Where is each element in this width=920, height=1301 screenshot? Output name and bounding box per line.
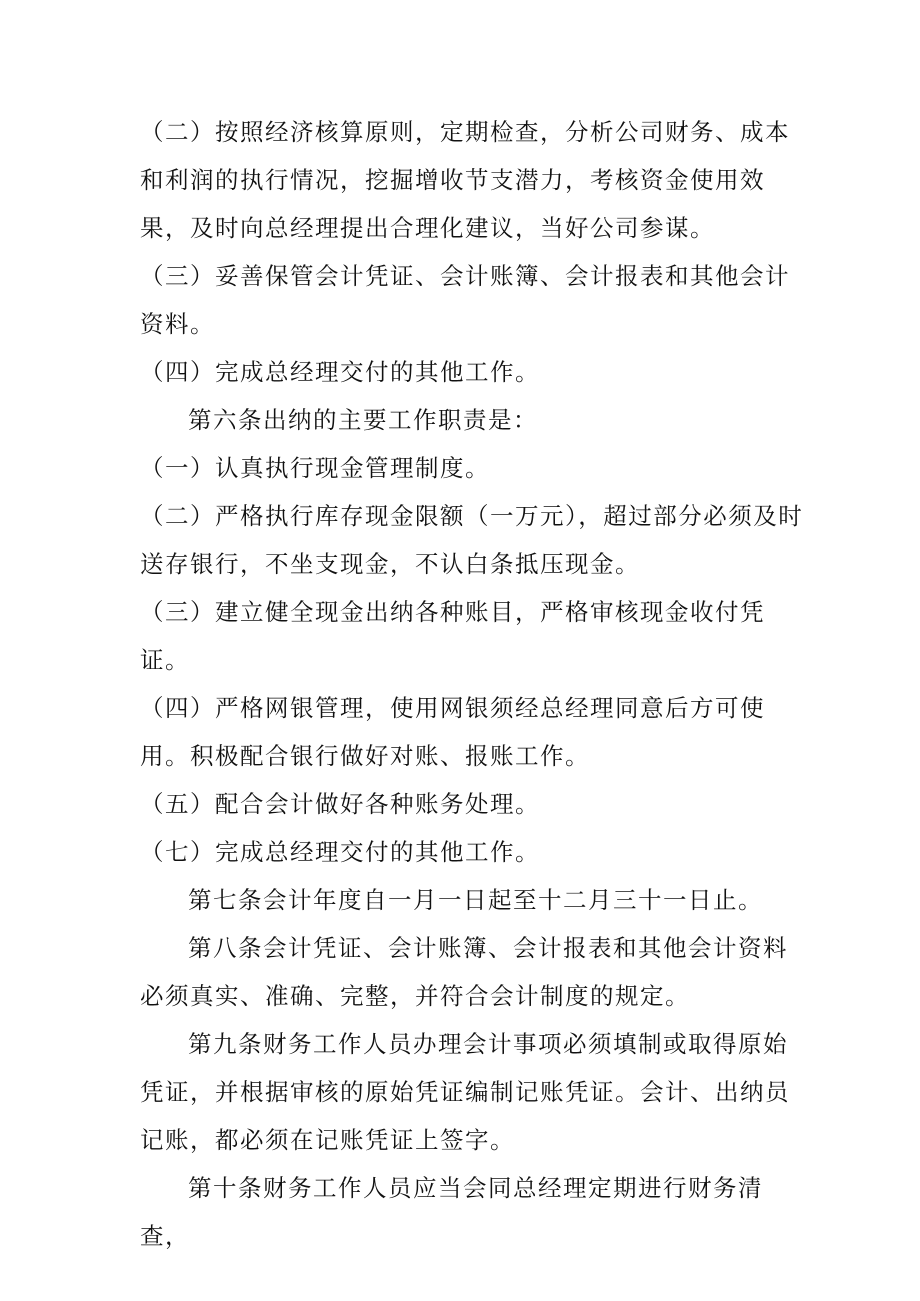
document-body [140, 108, 810, 1260]
paragraph: （三）妥善保管会计凭证、会计账簿、会计报表和其他会计资料。 [140, 262, 790, 338]
article-paragraph: 第八条会计凭证、会计账簿、会计报表和其他会计资料必须真实、准确、完整，并符合会计制度的规定。 [140, 934, 788, 1010]
article-paragraph: 第九条财务工作人员办理会计事项必须填制或取得原始凭证，并根据审核的原始凭证编制记账凭证。会计、出纳员记账，都必须在记账凭证上签字。 [140, 1030, 790, 1154]
paragraph: （一）认真执行现金管理制度。 [140, 454, 490, 482]
paragraph: （四）严格网银管理，使用网银须经总经理同意后方可使用。积极配合银行做好对账、报账工作。 [140, 694, 765, 770]
article-paragraph: 第十条财务工作人员应当会同总经理定期进行财务清查， [140, 1174, 763, 1250]
paragraph: （四）完成总经理交付的其他工作。 [140, 358, 540, 386]
article-heading: 第六条出纳的主要工作职责是： [188, 406, 538, 434]
article-paragraph: 第七条会计年度自一月一日起至十二月三十一日止。 [188, 886, 763, 914]
paragraph: （三）建立健全现金出纳各种账目，严格审核现金收付凭证。 [140, 598, 765, 674]
paragraph: （二）按照经济核算原则，定期检查，分析公司财务、成本和利润的执行情况，挖掘增收节支潜力，考核资金使用效果，及时向总经理提出合理化建议，当好公司参谋。 [140, 118, 790, 242]
paragraph: （二）严格执行库存现金限额（一万元），超过部分必须及时送存银行，不坐支现金，不认白条抵压现金。 [140, 502, 804, 578]
paragraph: （七）完成总经理交付的其他工作。 [140, 838, 540, 866]
paragraph: （五）配合会计做好各种账务处理。 [140, 790, 540, 818]
